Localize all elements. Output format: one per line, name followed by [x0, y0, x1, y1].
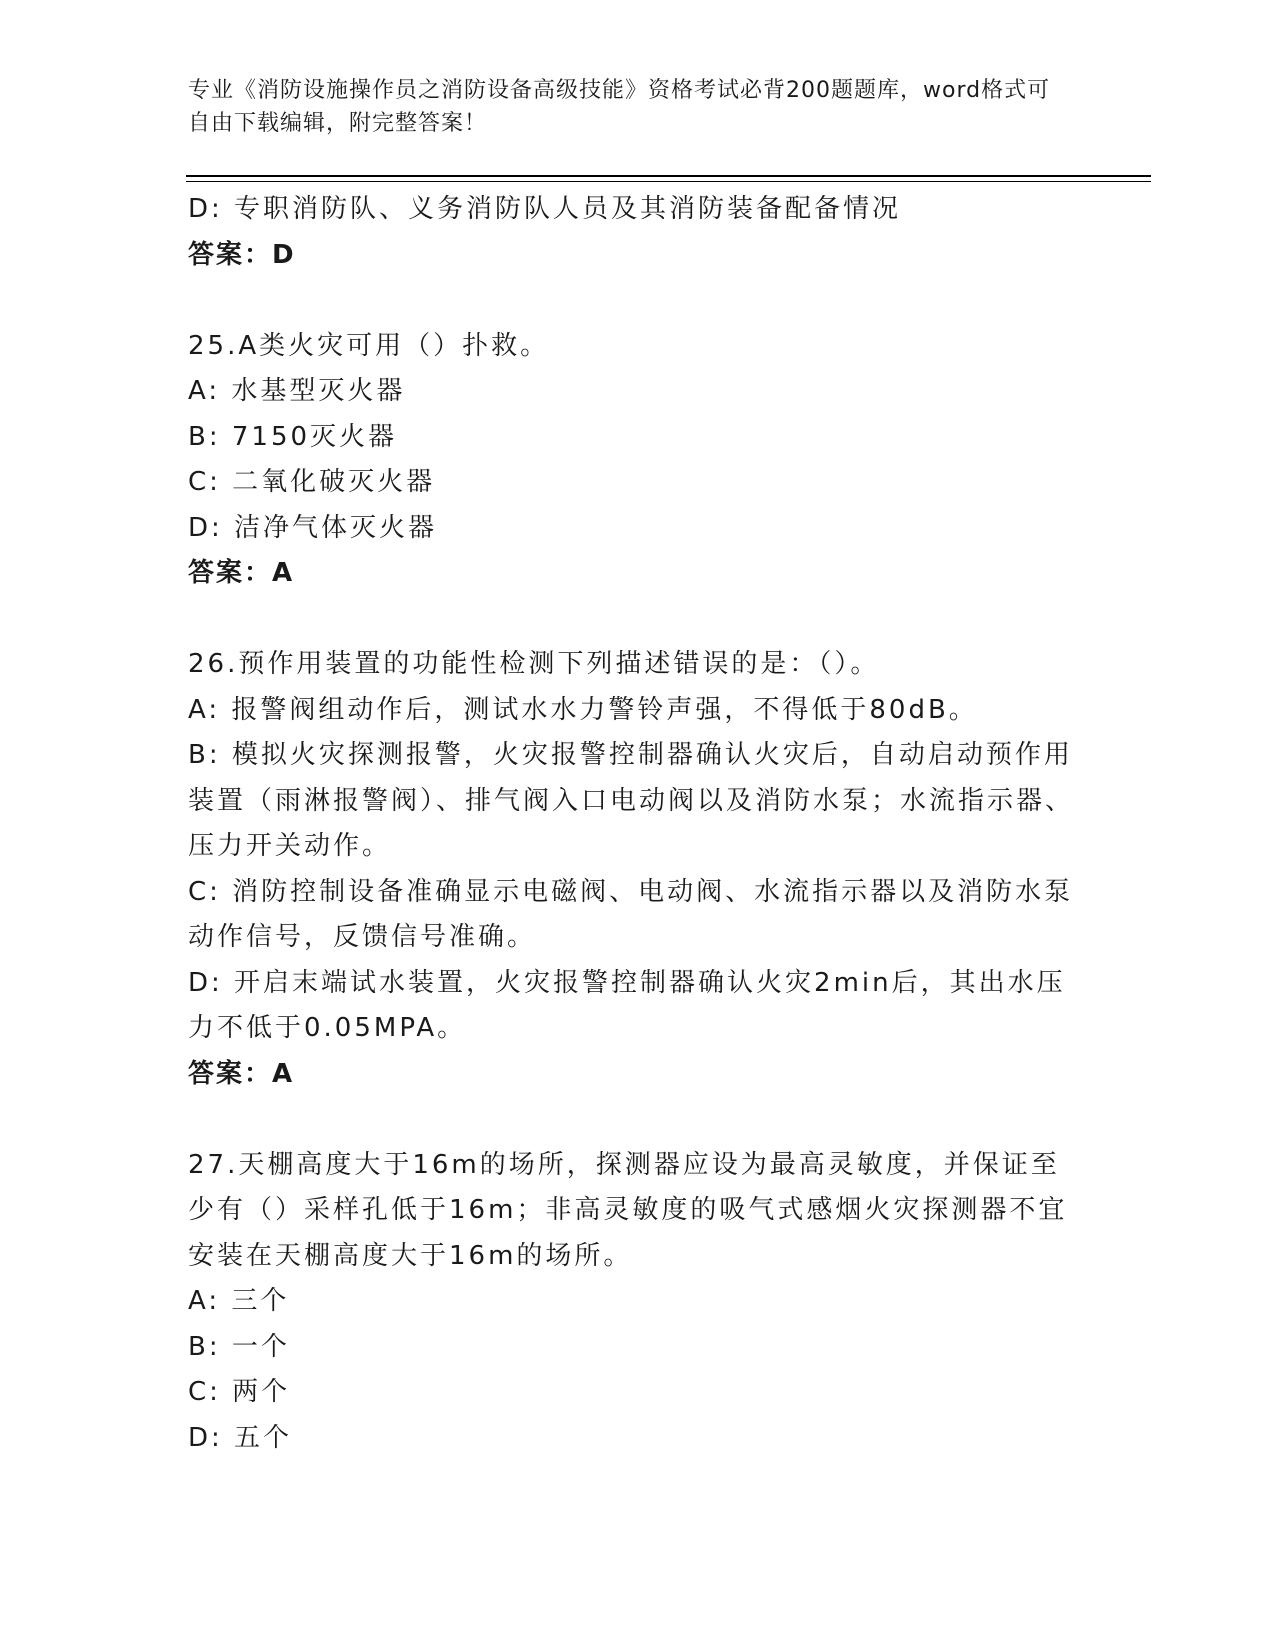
- option-c: C: 二氧化破灭火器: [188, 467, 436, 497]
- option-b: B: 一个: [188, 1331, 290, 1362]
- option-d: D: 五个: [188, 1422, 293, 1453]
- spacer: [188, 597, 1078, 643]
- option-c: C: 两个: [188, 1377, 291, 1407]
- header-title: 专业《消防设施操作员之消防设备高级技能》资格考试必背200题题库，word格式可自由下载编辑，附完整答案！: [188, 78, 1051, 136]
- document-body: [188, 187, 1078, 1461]
- document-header: [188, 74, 1068, 140]
- option-b: B: 模拟火灾探测报警，火灾报警控制器确认火灾后，自动启动预作用装置（雨淋报警阀）、排气阀入口电动阀以及消防水泵；水流指示器、压力开关动作。: [188, 740, 1075, 861]
- option-b: B: 7150灭火器: [188, 421, 398, 452]
- spacer: [188, 278, 1078, 324]
- option-a: A: 水基型灭火器: [188, 376, 406, 406]
- question-stem: 26.预作用装置的功能性检测下列描述错误的是：（）。: [188, 649, 880, 679]
- option-d: D: 开启末端试水装置，火灾报警控制器确认火灾2min后，其出水压力不低于0.05MPA。: [188, 967, 1066, 1043]
- option-a: A: 报警阀组动作后，测试水水力警铃声强，不得低于80dB。: [188, 694, 978, 725]
- option-c: C: 消防控制设备准确显示电磁阀、电动阀、水流指示器以及消防水泵动作信号，反馈信号准确。: [188, 876, 1074, 952]
- question-27: [188, 1143, 1078, 1462]
- spacer: [188, 1097, 1078, 1143]
- question-26: [188, 642, 1078, 1097]
- prev-answer: 答案：D: [188, 239, 296, 270]
- option-d: D: 洁净气体灭火器: [188, 512, 438, 543]
- option-a: A: 三个: [188, 1286, 290, 1316]
- question-25: [188, 324, 1078, 597]
- answer: 答案：A: [188, 1058, 295, 1089]
- question-stem: 25.A类火灾可用（）扑救。: [188, 330, 550, 361]
- header-divider-thick: [186, 175, 1151, 177]
- answer: 答案：A: [188, 558, 295, 588]
- question-stem: 27.天棚高度大于16m的场所，探测器应设为最高灵敏度，并保证至少有（）采样孔低于16m；非高灵敏度的吸气式感烟火灾探测器不宜安装在天棚高度大于16m的场所。: [188, 1149, 1068, 1271]
- header-divider-thin: [186, 181, 1151, 182]
- prev-option-d: D: 专职消防队、义务消防队人员及其消防装备配备情况: [188, 194, 902, 224]
